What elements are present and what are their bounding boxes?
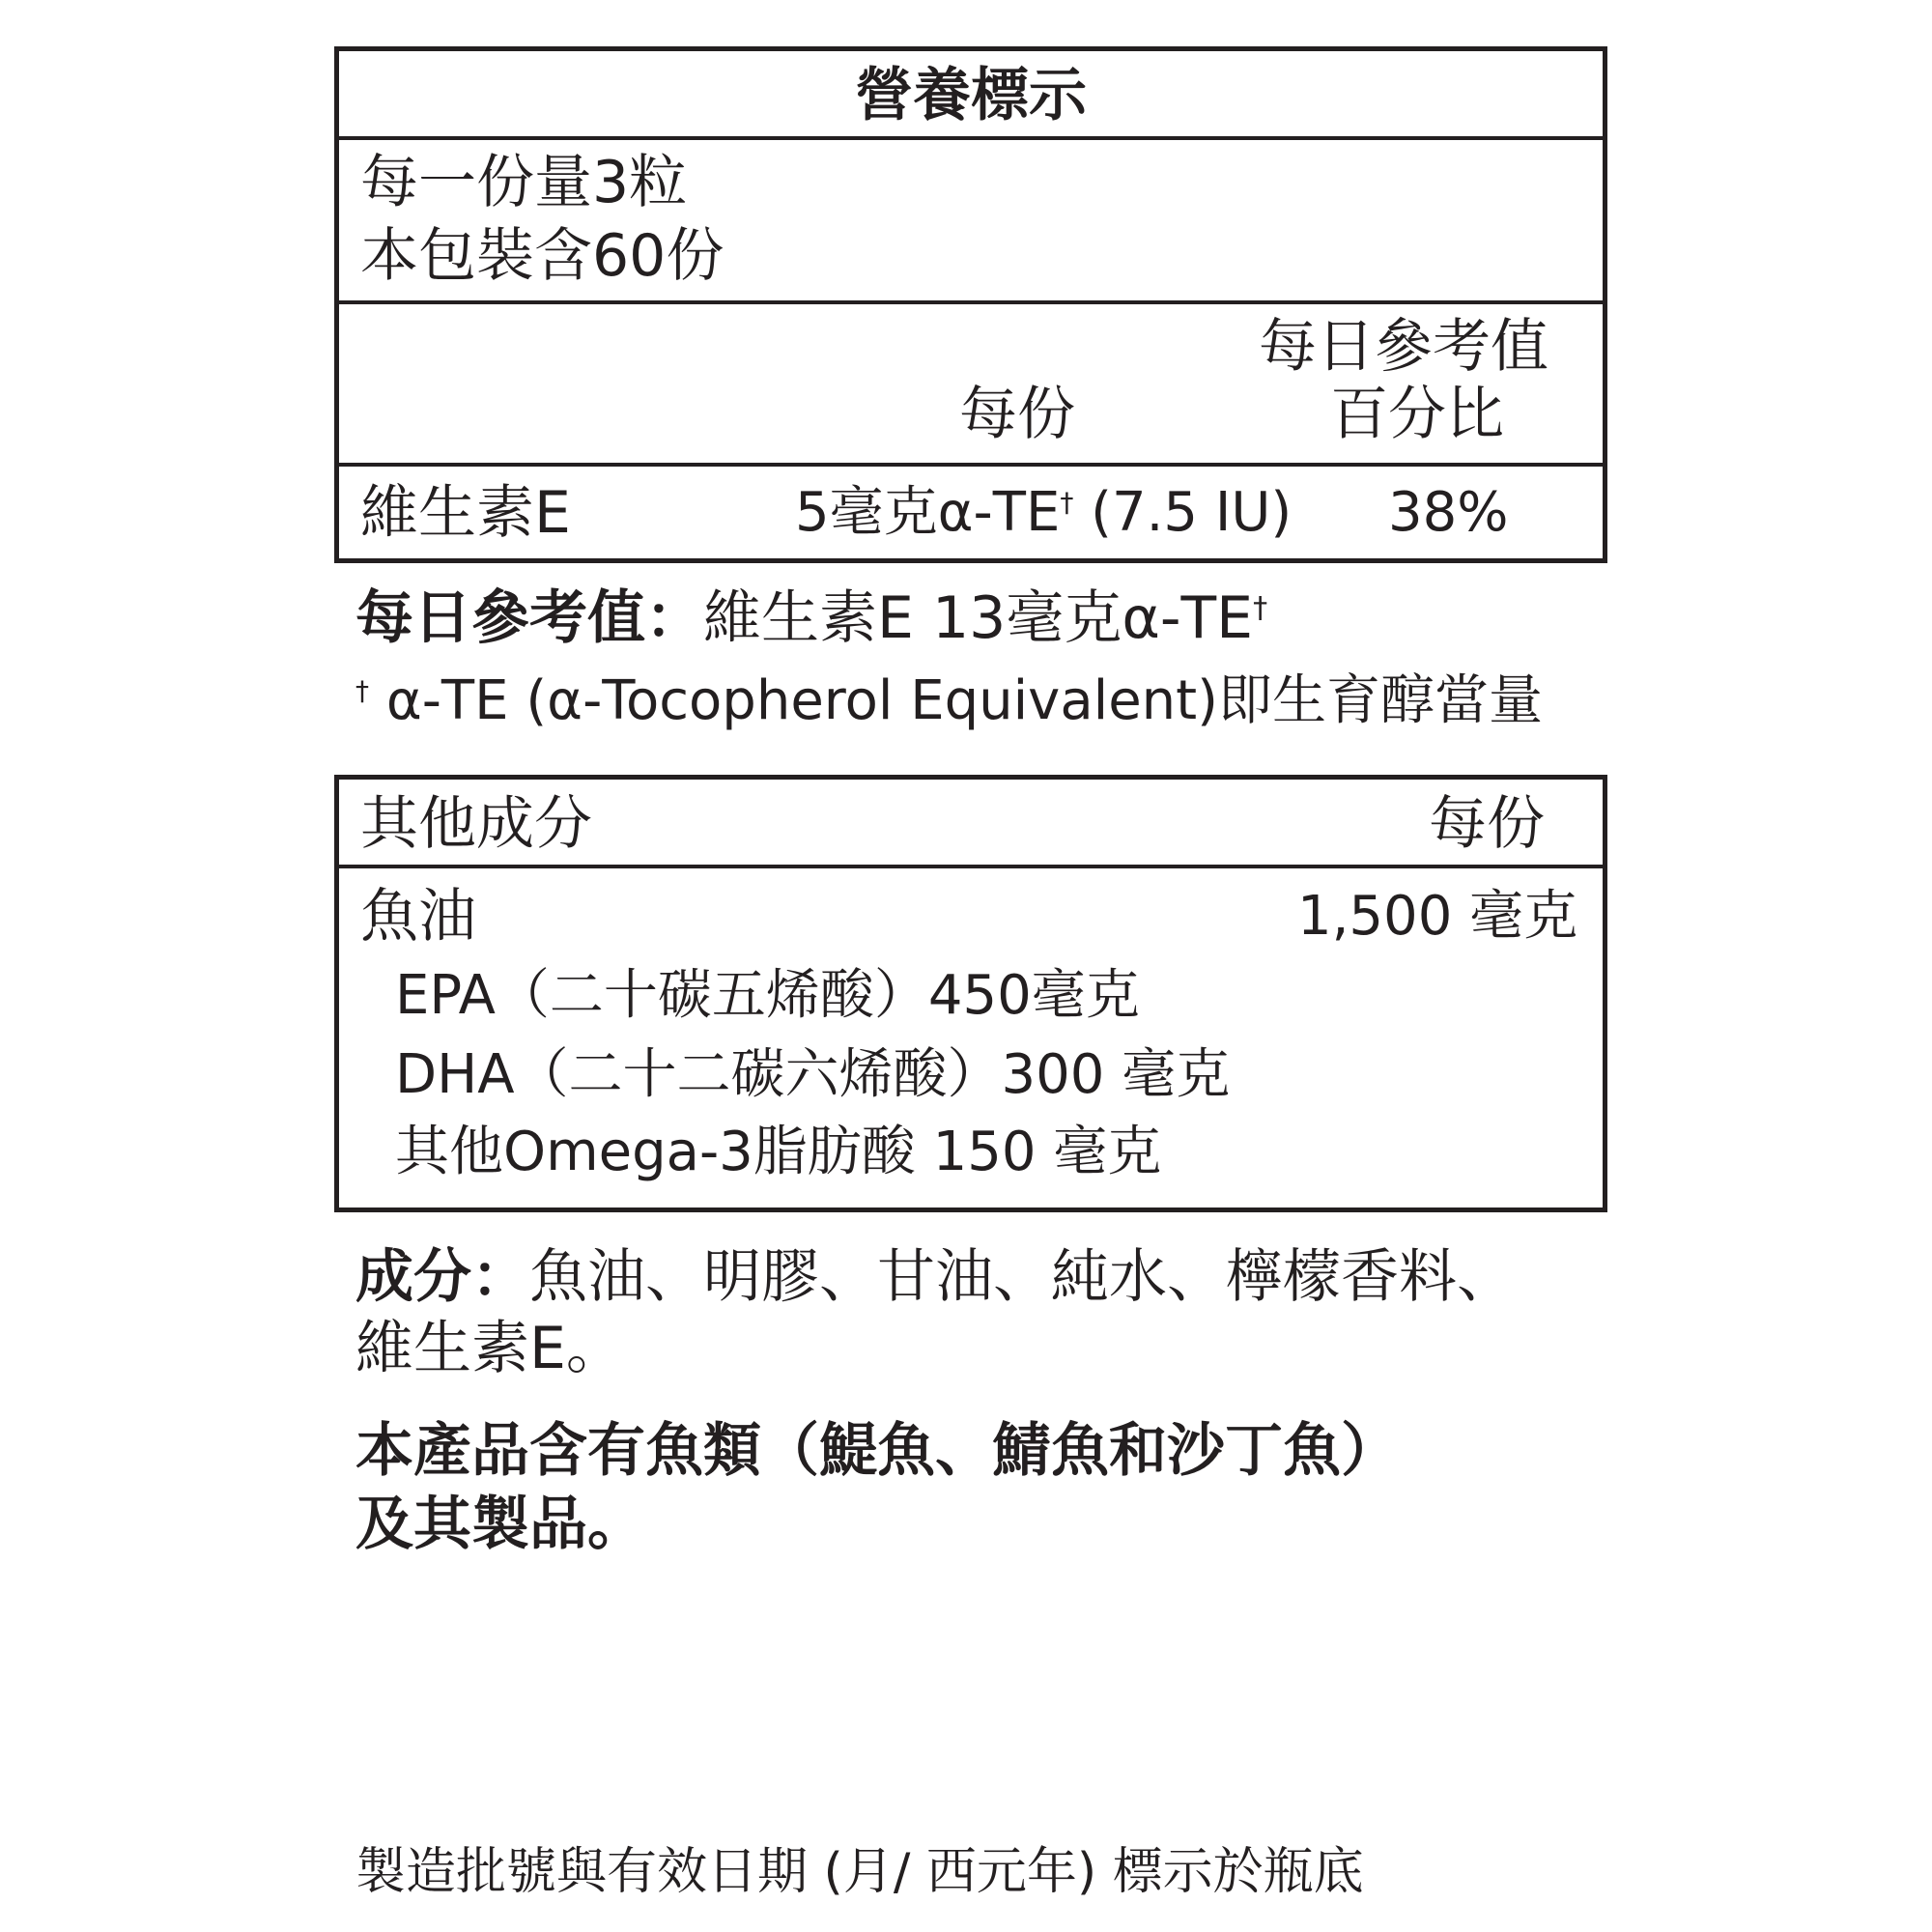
column-daily-value-line1: 每日參考值 [1259, 313, 1548, 381]
dagger-mark: † [1253, 591, 1268, 625]
vitamin-e-amount [795, 481, 1293, 544]
allergen-line1: 本產品含有魚類（鯷魚、鯖魚和沙丁魚） [355, 1417, 1399, 1485]
epa-line: EPA（二十碳五烯酸）450毫克 [395, 964, 1140, 1027]
ingredients-line2: 維生素E。 [355, 1315, 624, 1382]
daily-reference-label: 每日參考值： [355, 584, 703, 652]
ingredients-label: 成分： [355, 1243, 529, 1311]
alpha-te-footnote [355, 669, 1543, 732]
serving-size: 每一份量3粒 [360, 149, 688, 216]
batch-expiry-note: 製造批號與有效日期 (月/ 西元年) 標示於瓶底 [355, 1843, 1364, 1901]
divider [339, 300, 1603, 304]
daily-reference-value: 維生素E 13毫克α-TE [703, 584, 1254, 652]
other-ingredients-table [334, 775, 1607, 1212]
other-omega3-line: 其他Omega-3脂肪酸 150 毫克 [395, 1121, 1162, 1183]
divider [339, 865, 1603, 868]
ingredients-text: 魚油、明膠、甘油、純水、檸檬香料、 [529, 1243, 1515, 1311]
dha-line: DHA（二十二碳六烯酸）300 毫克 [395, 1043, 1231, 1106]
daily-reference-note [355, 584, 1268, 652]
allergen-line2: 及其製品。 [355, 1491, 645, 1558]
dagger-mark: † [355, 674, 369, 707]
column-per-serving: 每份 [959, 381, 1075, 448]
column-daily-value-line2: 百分比 [1330, 381, 1504, 448]
dagger-mark: † [1060, 486, 1074, 519]
nutrition-title: 營養標示 [855, 62, 1087, 129]
fish-oil-name: 魚油 [360, 883, 476, 951]
other-ingredients-header-per-serving: 每份 [1429, 790, 1545, 858]
vitamin-e-name: 維生素E [360, 479, 571, 547]
ingredients-line1 [355, 1243, 1515, 1311]
vitamin-e-percent: 38% [1388, 481, 1509, 544]
nutrition-facts-table [334, 46, 1607, 563]
divider [339, 463, 1603, 467]
fish-oil-amount: 1,500 毫克 [1297, 885, 1578, 948]
servings-per-package: 本包裝含60份 [360, 222, 724, 290]
other-ingredients-header-label: 其他成分 [360, 790, 592, 858]
footnote-text: α-TE (α-Tocopherol Equivalent)即生育醇當量 [385, 669, 1543, 732]
vitamin-e-amount-iu: (7.5 IU) [1073, 481, 1293, 544]
divider [339, 136, 1603, 140]
vitamin-e-amount-value: 5毫克α-TE [795, 481, 1061, 544]
